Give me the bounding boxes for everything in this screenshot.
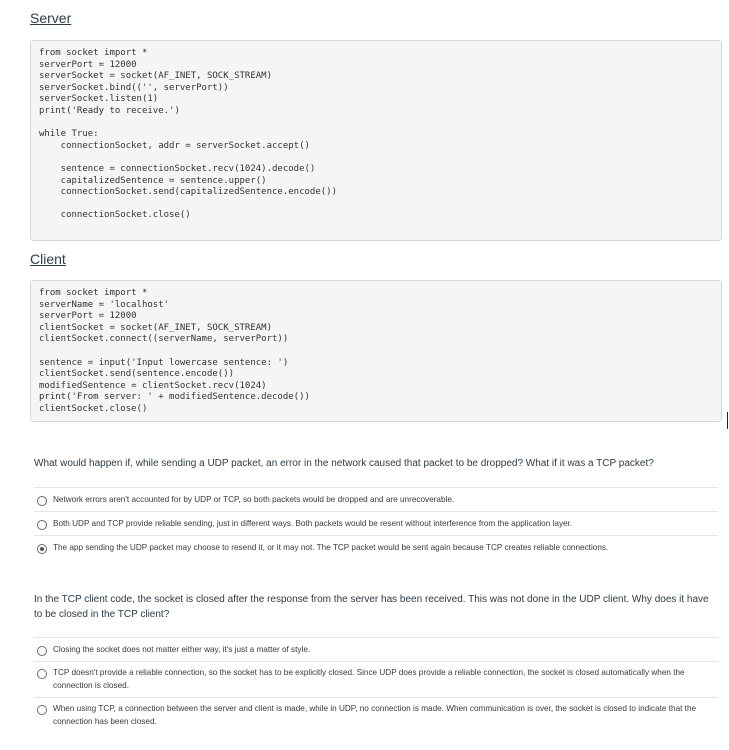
option-label: TCP doesn't provide a reliable connection, so the socket has to be explicitly closed. Since UDP does provide a reliable connection, the socket is closed automatically when the connection is closed. (53, 668, 685, 690)
radio-button[interactable] (37, 705, 47, 715)
question-1-text: What would happen if, while sending a UDP packet, an error in the network caused that packet to be dropped? What if it was a TCP packet? (34, 458, 654, 469)
code-line: clientSocket = socket(AF_INET, SOCK_STREAM) (39, 322, 272, 333)
option-label: When using TCP, a connection between the server and client is made, while in UDP, no connection is made. When communication is over, the socket is closed to indicate that the connection has been closed. (53, 704, 697, 726)
question-1-option-1[interactable] (34, 487, 718, 507)
code-line (39, 152, 713, 164)
radio-button[interactable] (37, 669, 47, 679)
question-2-text: In the TCP client code, the socket is closed after the response from the server has been received. This was not done in the UDP client. Why does it have to be closed in the TCP client? (34, 594, 709, 620)
code-line: connectionSocket.send(capitalizedSentence.encode()) (39, 187, 338, 198)
code-line: serverPort = 12000 (39, 59, 137, 70)
code-line: serverSocket = socket(AF_INET, SOCK_STREAM) (39, 71, 272, 82)
code-line: from socket import * (39, 48, 148, 58)
code-line: clientSocket.close() (39, 403, 148, 414)
code-line: clientSocket.send(sentence.encode()) (39, 369, 235, 380)
option-label: Network errors aren't accounted for by UDP or TCP, so both packets would be dropped and are unrecoverable. (53, 495, 455, 504)
code-line: serverSocket.bind(('', serverPort)) (39, 82, 229, 93)
code-line: while True: (39, 129, 99, 140)
code-line (39, 346, 713, 358)
radio-button-selected[interactable] (37, 544, 47, 554)
option-label: Closing the socket does not matter either way, it's just a matter of style. (53, 645, 311, 654)
radio-button[interactable] (37, 520, 47, 530)
code-line: connectionSocket.close() (39, 210, 191, 221)
code-line: sentence = input('Input lowercase sentence: ') (39, 357, 289, 368)
code-line: print('Ready to receive.') (39, 105, 180, 116)
option-label: Both UDP and TCP provide reliable sending, just in different ways. Both packets would be resent without interference from the application layer. (53, 519, 573, 528)
code-line (39, 118, 713, 130)
option-label: The app sending the UDP packet may choose to resend it, or it may not. The TCP packet would be sent again because TCP creates reliable connections. (53, 543, 609, 552)
code-line: serverPort = 12000 (39, 311, 137, 322)
code-line: capitalizedSentence = sentence.upper() (39, 175, 267, 186)
question-2-option-3[interactable] (34, 697, 718, 728)
question-1-option-2[interactable] (34, 511, 718, 531)
client-heading: Client (30, 251, 66, 267)
question-1-option-3[interactable] (34, 535, 718, 555)
code-line: modifiedSentence = clientSocket.recv(1024) (39, 380, 267, 391)
code-line (39, 199, 713, 211)
server-code-block (30, 40, 722, 241)
radio-button[interactable] (37, 646, 47, 656)
code-line: connectionSocket, addr = serverSocket.accept() (39, 140, 310, 151)
server-heading: Server (30, 10, 72, 26)
code-line: serverSocket.listen(1) (39, 94, 159, 105)
client-code-block (30, 280, 722, 422)
code-line: print('From server: ' + modifiedSentence.decode()) (39, 392, 310, 403)
code-line: sentence = connectionSocket.recv(1024).decode() (39, 163, 316, 174)
code-line: clientSocket.connect((serverName, serverPort)) (39, 334, 289, 345)
radio-button[interactable] (37, 496, 47, 506)
question-2-option-2[interactable] (34, 661, 718, 692)
question-2-option-1[interactable] (34, 637, 718, 657)
code-line: from socket import * (39, 288, 148, 298)
text-cursor (727, 412, 728, 429)
code-line: serverName = 'localhost' (39, 299, 170, 310)
client-code (39, 288, 713, 416)
server-code (39, 48, 713, 222)
